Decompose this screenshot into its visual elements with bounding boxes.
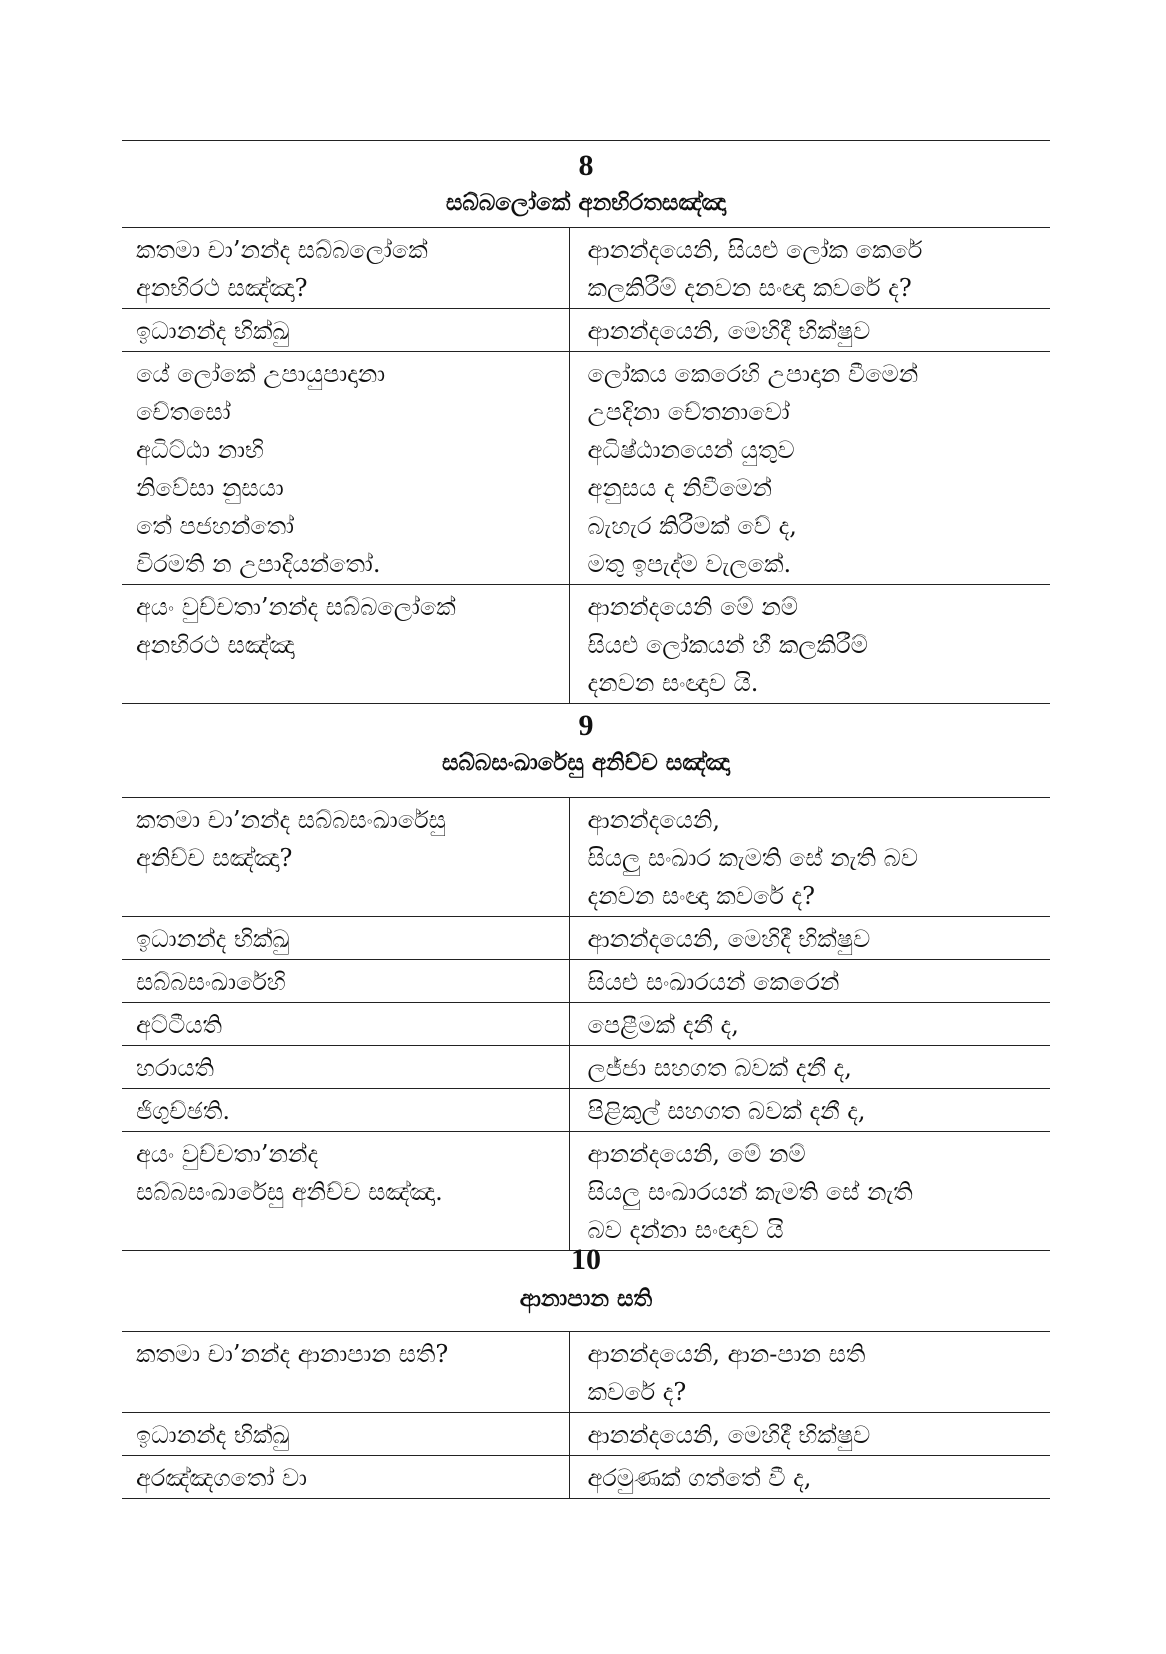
sinhala-line: දනවන සංඥා කවරේ ද?	[587, 882, 816, 910]
sinhala-cell	[569, 1332, 1050, 1413]
section-table	[122, 227, 1050, 704]
sinhala-line: කවරේ ද?	[587, 1378, 687, 1406]
pali-line: අනිච්ච සඤ්ඤා?	[136, 844, 293, 872]
sinhala-line: අධිෂ්ඨානයෙන් යුතුව	[587, 436, 795, 464]
section-table	[122, 797, 1050, 1251]
sinhala-line: පෙළීමක් දනී ද,	[587, 1011, 739, 1039]
sinhala-line: සියලු සංඛාර කැමති සේ නැති බව	[587, 844, 918, 872]
pali-line: කතමා චා’නන්ද සබ්බසංඛාරේසු	[136, 806, 446, 834]
table-row	[122, 917, 1050, 960]
pali-cell	[122, 1413, 569, 1456]
sinhala-line: ආනන්දයෙනි, මෙහිදී භික්ෂුව	[587, 925, 871, 953]
table-row	[122, 960, 1050, 1003]
sinhala-cell	[569, 585, 1050, 704]
table-row	[122, 798, 1050, 917]
section-table	[122, 1331, 1050, 1499]
pali-line: අයං වුච්චතා’නන්ද සබ්බලෝකේ	[136, 593, 456, 621]
pali-line: සබ්බසංඛාරේහි	[136, 968, 286, 996]
pali-line: අට්ටීයති	[136, 1011, 223, 1039]
sinhala-line: බැහැර කිරීමක් වේ ද,	[587, 512, 797, 540]
sinhala-line: ලජ්ජා සහගත බවක් දනී ද,	[587, 1054, 852, 1082]
pali-cell	[122, 1003, 569, 1046]
pali-line: අරඤ්ඤගතෝ වා	[136, 1464, 308, 1492]
section-number: 8	[578, 149, 594, 182]
pali-line: කතමා චා’නන්ද ආනාපාන සති?	[136, 1340, 449, 1368]
table-row	[122, 352, 1050, 585]
pali-cell	[122, 1456, 569, 1499]
pali-line: කතමා චා’නන්ද සබ්බලෝකේ	[136, 236, 428, 264]
table-row	[122, 309, 1050, 352]
sinhala-cell	[569, 1413, 1050, 1456]
sinhala-line: ආනන්දයෙනි, මේ නම්	[587, 1140, 806, 1168]
pali-line: ඉධානන්ද භික්ඛු	[136, 317, 290, 345]
sinhala-line: මතු ඉපැද්ම වැලකේ.	[587, 550, 792, 578]
sinhala-cell	[569, 1456, 1050, 1499]
sinhala-line: ආනන්දයෙනි, මෙහිදී භික්ෂුව	[587, 1421, 871, 1449]
table-row	[122, 585, 1050, 704]
pali-cell	[122, 1132, 569, 1251]
pali-cell	[122, 917, 569, 960]
sinhala-line: සියලු සංඛාරයන් කැමති සේ නැති	[587, 1178, 913, 1206]
sinhala-line: අනුසය ද නිවීමෙන්	[587, 474, 773, 502]
sinhala-line: දනවන සංඥාව යි.	[587, 669, 759, 697]
sinhala-cell	[569, 228, 1050, 309]
pali-cell	[122, 228, 569, 309]
top-rule	[122, 140, 1050, 141]
table-row	[122, 1456, 1050, 1499]
sinhala-line: කලකිරීම් දනවන සංඥා කවරේ ද?	[587, 274, 912, 302]
sinhala-line: ආනන්දයෙනි, මෙහිදී භික්ෂුව	[587, 317, 871, 345]
sinhala-line: සියළු සංඛාරයන් කෙරෙන්	[587, 968, 840, 996]
sinhala-cell	[569, 1046, 1050, 1089]
table-row	[122, 1089, 1050, 1132]
pali-line: හරායති	[136, 1054, 215, 1082]
pali-line: තේ පජහන්තෝ	[136, 512, 295, 540]
sinhala-line: බව දන්නා සංඥාව යි	[587, 1216, 784, 1244]
table-row	[122, 1332, 1050, 1413]
sinhala-line: අරමුණක් ගත්තේ වී ද,	[587, 1464, 812, 1492]
pali-line: අධිට්ඨා නාභි	[136, 436, 264, 464]
sinhala-line: ආනන්දයෙනි මේ නම්	[587, 593, 798, 621]
table-row	[122, 1413, 1050, 1456]
sinhala-line: පිළිකුල් සහගත බවක් දනී ද,	[587, 1097, 866, 1125]
sinhala-cell	[569, 798, 1050, 917]
pali-cell	[122, 1089, 569, 1132]
pali-cell	[122, 1332, 569, 1413]
pali-line: ජිගුච්ඡති.	[136, 1097, 231, 1125]
pali-line: ඉධානන්ද භික්ඛු	[136, 925, 290, 953]
section-title: සබ්බලෝකේ අනභිරතසඤ්ඤා	[445, 189, 727, 216]
pali-line: චේතසෝ	[136, 398, 231, 426]
sinhala-line: ලෝකය කෙරෙහි උපාදාන වීමෙන්	[587, 360, 919, 388]
pali-cell	[122, 309, 569, 352]
pali-cell	[122, 960, 569, 1003]
pali-cell	[122, 585, 569, 704]
table-row	[122, 228, 1050, 309]
sinhala-cell	[569, 352, 1050, 585]
sinhala-line: ආනන්දයෙනි, සියළු ලෝක කෙරේ	[587, 236, 923, 264]
sinhala-line: සියළු ලෝකයන් හී කලකිරීම්	[587, 631, 868, 659]
section-title: ආනාපාන සති	[519, 1285, 653, 1312]
sinhala-cell	[569, 1089, 1050, 1132]
pali-line: නිවේසා නුසයා	[136, 474, 284, 502]
pali-line: අනභිරථ සඤ්ඤා?	[136, 274, 308, 302]
table-row	[122, 1132, 1050, 1251]
sinhala-line: උපදිනා චේතනාවෝ	[587, 398, 790, 426]
section-number: 10	[571, 1243, 601, 1276]
section-title: සබ්බසංඛාරේසු අනිච්ච සඤ්ඤා	[441, 749, 731, 776]
sinhala-cell	[569, 1132, 1050, 1251]
pali-line: අනභිරථ සඤ්ඤා	[136, 631, 295, 659]
pali-line: ඉධානන්ද භික්ඛු	[136, 1421, 290, 1449]
pali-line: යේ ලෝකේ උපායුපාදානා	[136, 360, 386, 388]
table-row	[122, 1003, 1050, 1046]
pali-line: සබ්බසංඛාරේසු අනිච්ච සඤ්ඤා.	[136, 1178, 443, 1206]
sinhala-cell	[569, 917, 1050, 960]
sinhala-cell	[569, 1003, 1050, 1046]
pali-line: විරමති න උපාදියන්තෝ.	[136, 550, 381, 578]
sinhala-line: ආනන්දයෙනි, ආන-පාන සති	[587, 1340, 866, 1368]
pali-cell	[122, 798, 569, 917]
sinhala-cell	[569, 309, 1050, 352]
section-number: 9	[578, 709, 594, 742]
pali-cell	[122, 352, 569, 585]
sinhala-line: ආනන්දයෙනි,	[587, 806, 720, 834]
pali-cell	[122, 1046, 569, 1089]
table-row	[122, 1046, 1050, 1089]
sinhala-cell	[569, 960, 1050, 1003]
pali-line: අයං වුච්චතා’නන්ද	[136, 1140, 319, 1168]
